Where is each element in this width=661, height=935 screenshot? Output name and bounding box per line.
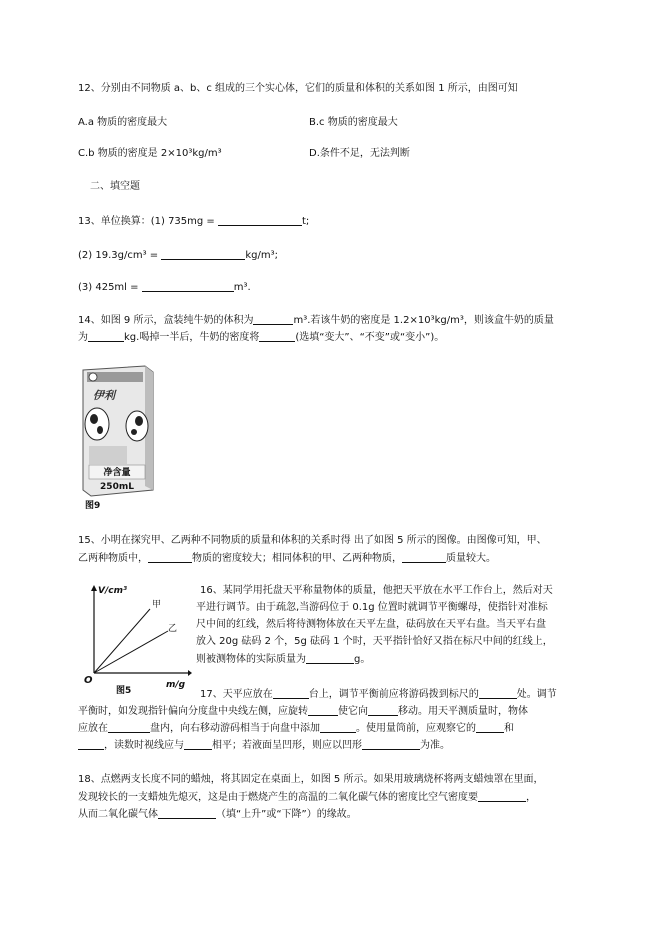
- blank: [476, 722, 504, 733]
- q18-text: 发现较长的一支蜡烛先熄灭，这是由于燃烧产生的高温的二氧化碳气体的密度比空气密度要: [78, 792, 478, 803]
- q13-text: 13、单位换算：(1) 735mg =: [78, 216, 215, 227]
- q13-line-3: [78, 281, 251, 294]
- blank: [148, 552, 192, 563]
- blank: [320, 722, 356, 733]
- fig9-caption: 图9: [85, 501, 101, 511]
- q16-line-4: 放入 20g 砝码 2 个，5g 砝码 1 个时，天平指针恰好又指在标尺中间的红线上，: [196, 636, 553, 647]
- fig9-label-1: 净含量: [103, 468, 131, 478]
- fig5-series-jia: 甲: [152, 600, 162, 610]
- fig5-ylabel: V/cm³: [98, 586, 127, 596]
- q16-line-5: [196, 653, 370, 666]
- blank: [478, 791, 526, 802]
- q18-line-2: [78, 791, 536, 804]
- blank: [184, 739, 212, 750]
- q18-line-1: 18、点燃两支长度不同的蜡烛，将其固定在桌面上，如图 5 所示。如果用玻璃烧杯将两支蜡烛罩在里面，: [78, 774, 544, 785]
- q17-line-2: [78, 705, 528, 718]
- q13-line-2: [78, 249, 278, 262]
- figure-9-milk-carton: [79, 364, 157, 512]
- q16-text: g。: [354, 654, 371, 665]
- q17-text: ，读数时视线应与: [104, 740, 184, 751]
- q12-stem: 12、分别由不同物质 a、b、c 组成的三个实心体，它们的质量和体积的关系如图 1 所示，由图可知: [78, 83, 518, 94]
- q12-option-a: A.a 物质的密度最大: [78, 117, 168, 128]
- blank: [308, 705, 338, 716]
- q12-option-c: C.b 物质的密度是 2×10³kg/m³: [78, 148, 222, 159]
- line-jia: [94, 609, 150, 673]
- blank: [368, 705, 398, 716]
- blank: [273, 688, 309, 699]
- q14-text: m³.若该牛奶的密度是 1.2×10³kg/m³，则该盒牛奶的质量: [293, 315, 554, 326]
- q12-option-b: B.c 物质的密度最大: [309, 117, 398, 128]
- q15-text: 物质的密度较大；相同体积的甲、乙两种物质，: [192, 553, 402, 564]
- blank: [362, 739, 420, 750]
- blank: [161, 249, 245, 260]
- q13-line-1: [78, 215, 309, 228]
- q17-text: 相平；若液面呈凹形，则应以凹形: [212, 740, 362, 751]
- q13-text: (2) 19.3g/cm³ =: [78, 250, 159, 261]
- blank: [108, 722, 150, 733]
- fig9-label-2: 250mL: [100, 482, 134, 492]
- blank: [479, 688, 517, 699]
- q16-text: 则被测物体的实际质量为: [196, 654, 306, 665]
- q16-line-2: 平进行调节。由于疏忽,当游码位于 0.1g 位置时就调节平衡螺母，使指针对准标: [196, 602, 548, 613]
- q17-text: 使它向: [338, 706, 368, 717]
- blank: [142, 281, 234, 292]
- fig5-xlabel: m/g: [166, 680, 186, 690]
- q17-text: 盘内，向右移动游码相当于向盘中添加: [150, 723, 320, 734]
- q15-text: 乙两种物质中，: [78, 553, 148, 564]
- q17-text: 17、天平应放在: [200, 689, 273, 700]
- x-axis-arrow: [188, 670, 192, 676]
- fig5-caption: 图5: [116, 686, 132, 696]
- q16-line-3: 尺中间的红线，然后将待测物体放在天平左盘，砝码放在天平右盘。当天平右盘: [196, 619, 546, 630]
- q17-text: 移动。用天平测质量时，物体: [398, 706, 528, 717]
- blank: [253, 314, 293, 325]
- q18-text: ，: [526, 792, 536, 803]
- q14-text: 14、如图 9 所示，盒装纯牛奶的体积为: [78, 315, 254, 326]
- q14-text: 为: [78, 332, 88, 343]
- q14-line-2: [78, 331, 444, 344]
- q14-text: kg.喝掉一半后，牛奶的密度将: [124, 332, 260, 343]
- fig5-origin: O: [84, 675, 93, 686]
- line-yi: [94, 631, 168, 673]
- q17-line-4: [78, 739, 450, 752]
- q12-option-d: D.条件不足，无法判断: [309, 148, 410, 159]
- q17-text: 台上，调节平衡前应将游码拨到标尺的: [308, 689, 479, 700]
- blank: [259, 331, 295, 342]
- blank: [402, 552, 446, 563]
- q15-line-2: [78, 552, 496, 565]
- q14-text: (选填“变大”、“不变”或“变小”)。: [295, 332, 445, 343]
- blank: [78, 739, 104, 750]
- blank: [88, 331, 124, 342]
- q13-text: t;: [302, 216, 310, 227]
- q14-line-1: [78, 314, 554, 327]
- q17-text: 处。调节: [516, 689, 557, 700]
- section-title: 二、填空题: [90, 181, 140, 192]
- q17-text: 和: [504, 723, 514, 734]
- blank: [306, 653, 354, 664]
- blank: [158, 808, 216, 819]
- q16-line-1: 16、某同学用托盘天平称量物体的质量，他把天平放在水平工作台上，然后对天: [200, 585, 553, 596]
- q13-text: (3) 425ml =: [78, 282, 139, 293]
- y-axis-arrow: [91, 585, 97, 591]
- figure-5-graph: [80, 579, 192, 697]
- q17-text: 平衡时，如发现指针偏向分度盘中央线左侧，应旋转: [78, 706, 308, 717]
- q17-text: 应放在: [78, 723, 108, 734]
- q13-text: kg/m³;: [245, 250, 278, 261]
- q18-text: （填“上升”或“下降”）的缘故。: [216, 809, 357, 820]
- q15-text: 质量较大。: [446, 553, 496, 564]
- q17-text: 。使用量筒前，应观察它的: [356, 723, 476, 734]
- q17-line-1: [200, 688, 557, 701]
- q18-line-3: [78, 808, 357, 821]
- fig9-brand: 伊利: [93, 389, 115, 402]
- fig5-series-yi: 乙: [168, 624, 178, 634]
- q15-line-1: 15、小明在探究甲、乙两种不同物质的质量和体积的关系时得 出了如图 5 所示的图像。由图像可知，甲、: [78, 535, 547, 546]
- q17-line-3: [78, 722, 514, 735]
- q13-text: m³.: [233, 282, 251, 293]
- q17-text: 为准。: [420, 740, 450, 751]
- blank: [218, 215, 302, 226]
- q18-text: 从而二氧化碳气体: [78, 809, 158, 820]
